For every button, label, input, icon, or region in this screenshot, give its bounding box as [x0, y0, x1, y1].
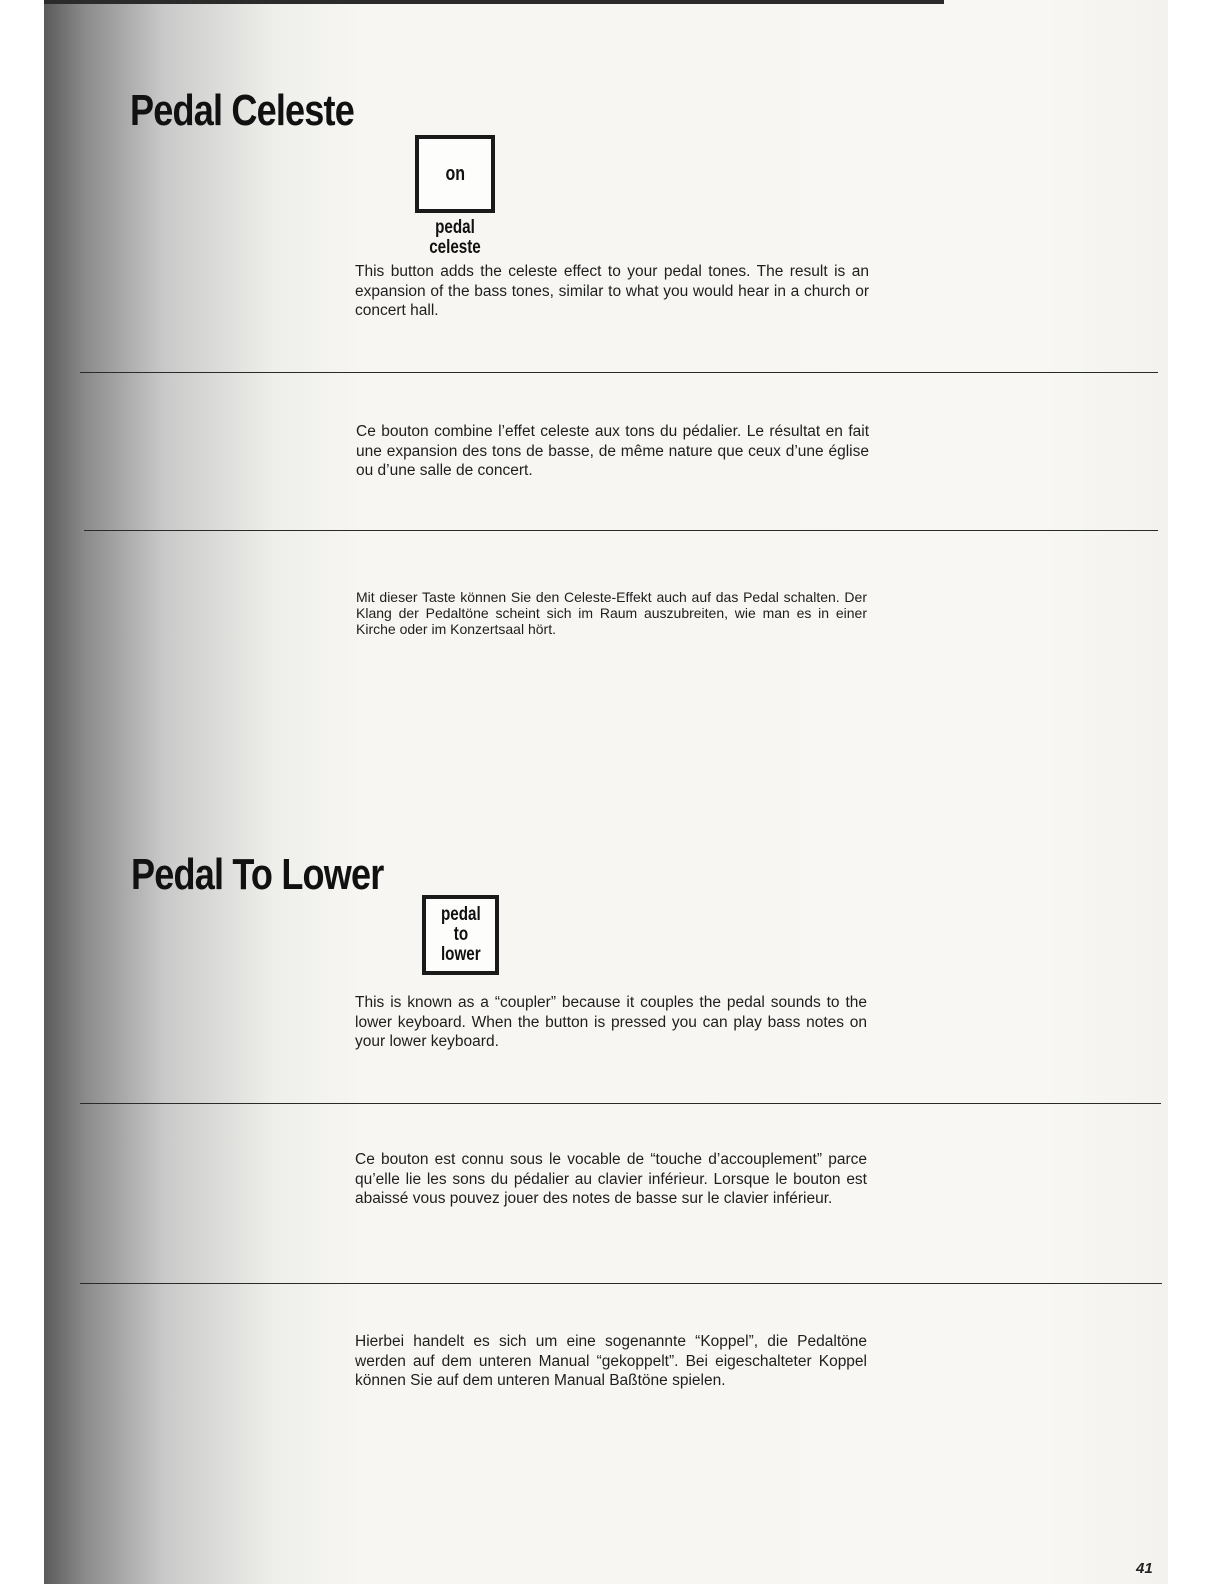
section-title-pedal-to-lower: Pedal To Lower [131, 850, 384, 899]
paragraph-german: Mit dieser Taste können Sie den Celeste-Effekt auch auf das Pedal schalten. Der Klang der Pedaltöne scheint sich im Raum auszubreiten, wie man es in einer Kirche oder im Konzertsaal hört. [356, 589, 867, 637]
top-edge-bar [44, 0, 944, 4]
pedal-celeste-button[interactable] [415, 135, 495, 213]
button-face-text: on [445, 162, 465, 185]
pedal-celeste-button-label [420, 218, 490, 258]
divider [80, 372, 1158, 373]
divider [80, 1283, 1162, 1284]
button-face-text: to [453, 924, 468, 946]
button-label-line: celeste [429, 236, 481, 258]
scan-left-margin [0, 0, 44, 1584]
section-title-pedal-celeste: Pedal Celeste [130, 86, 354, 135]
divider [84, 530, 1158, 531]
pedal-to-lower-button[interactable] [422, 895, 499, 975]
paragraph-german: Hierbei handelt es sich um eine sogenannte “Koppel”, die Pedaltöne werden auf dem unteren Manual “gekoppelt”. Bei eigeschalteter Koppel können Sie auf dem unteren Manual Baßtöne spielen. [355, 1333, 867, 1389]
paragraph-english: This is known as a “coupler” because it couples the pedal sounds to the lower keyboard. When the button is pressed you can play bass notes on your lower keyboard. [355, 994, 867, 1050]
button-face-text: lower [440, 943, 481, 965]
button-label-line: pedal [435, 217, 475, 238]
paragraph-french: Ce bouton est connu sous le vocable de “touche d’accouplement” parce qu’elle lie les sons du pédalier au clavier inférieur. Lorsque le bouton est abaissé vous pouvez jouer des notes de basse sur le clavier inférieur. [355, 1151, 867, 1207]
divider [80, 1103, 1161, 1104]
button-face-text: pedal [440, 904, 481, 926]
paragraph-english: This button adds the celeste effect to your pedal tones. The result is an expansion of the bass tones, similar to what you would hear in a church or concert hall. [355, 263, 869, 319]
paragraph-french: Ce bouton combine l’effet celeste aux tons du pédalier. Le résultat en fait une expansion des tons de basse, de même nature que ceux d’une église ou d’une salle de concert. [356, 423, 869, 479]
scan-right-margin [1168, 0, 1224, 1584]
page-number: 41 [1136, 1560, 1153, 1577]
